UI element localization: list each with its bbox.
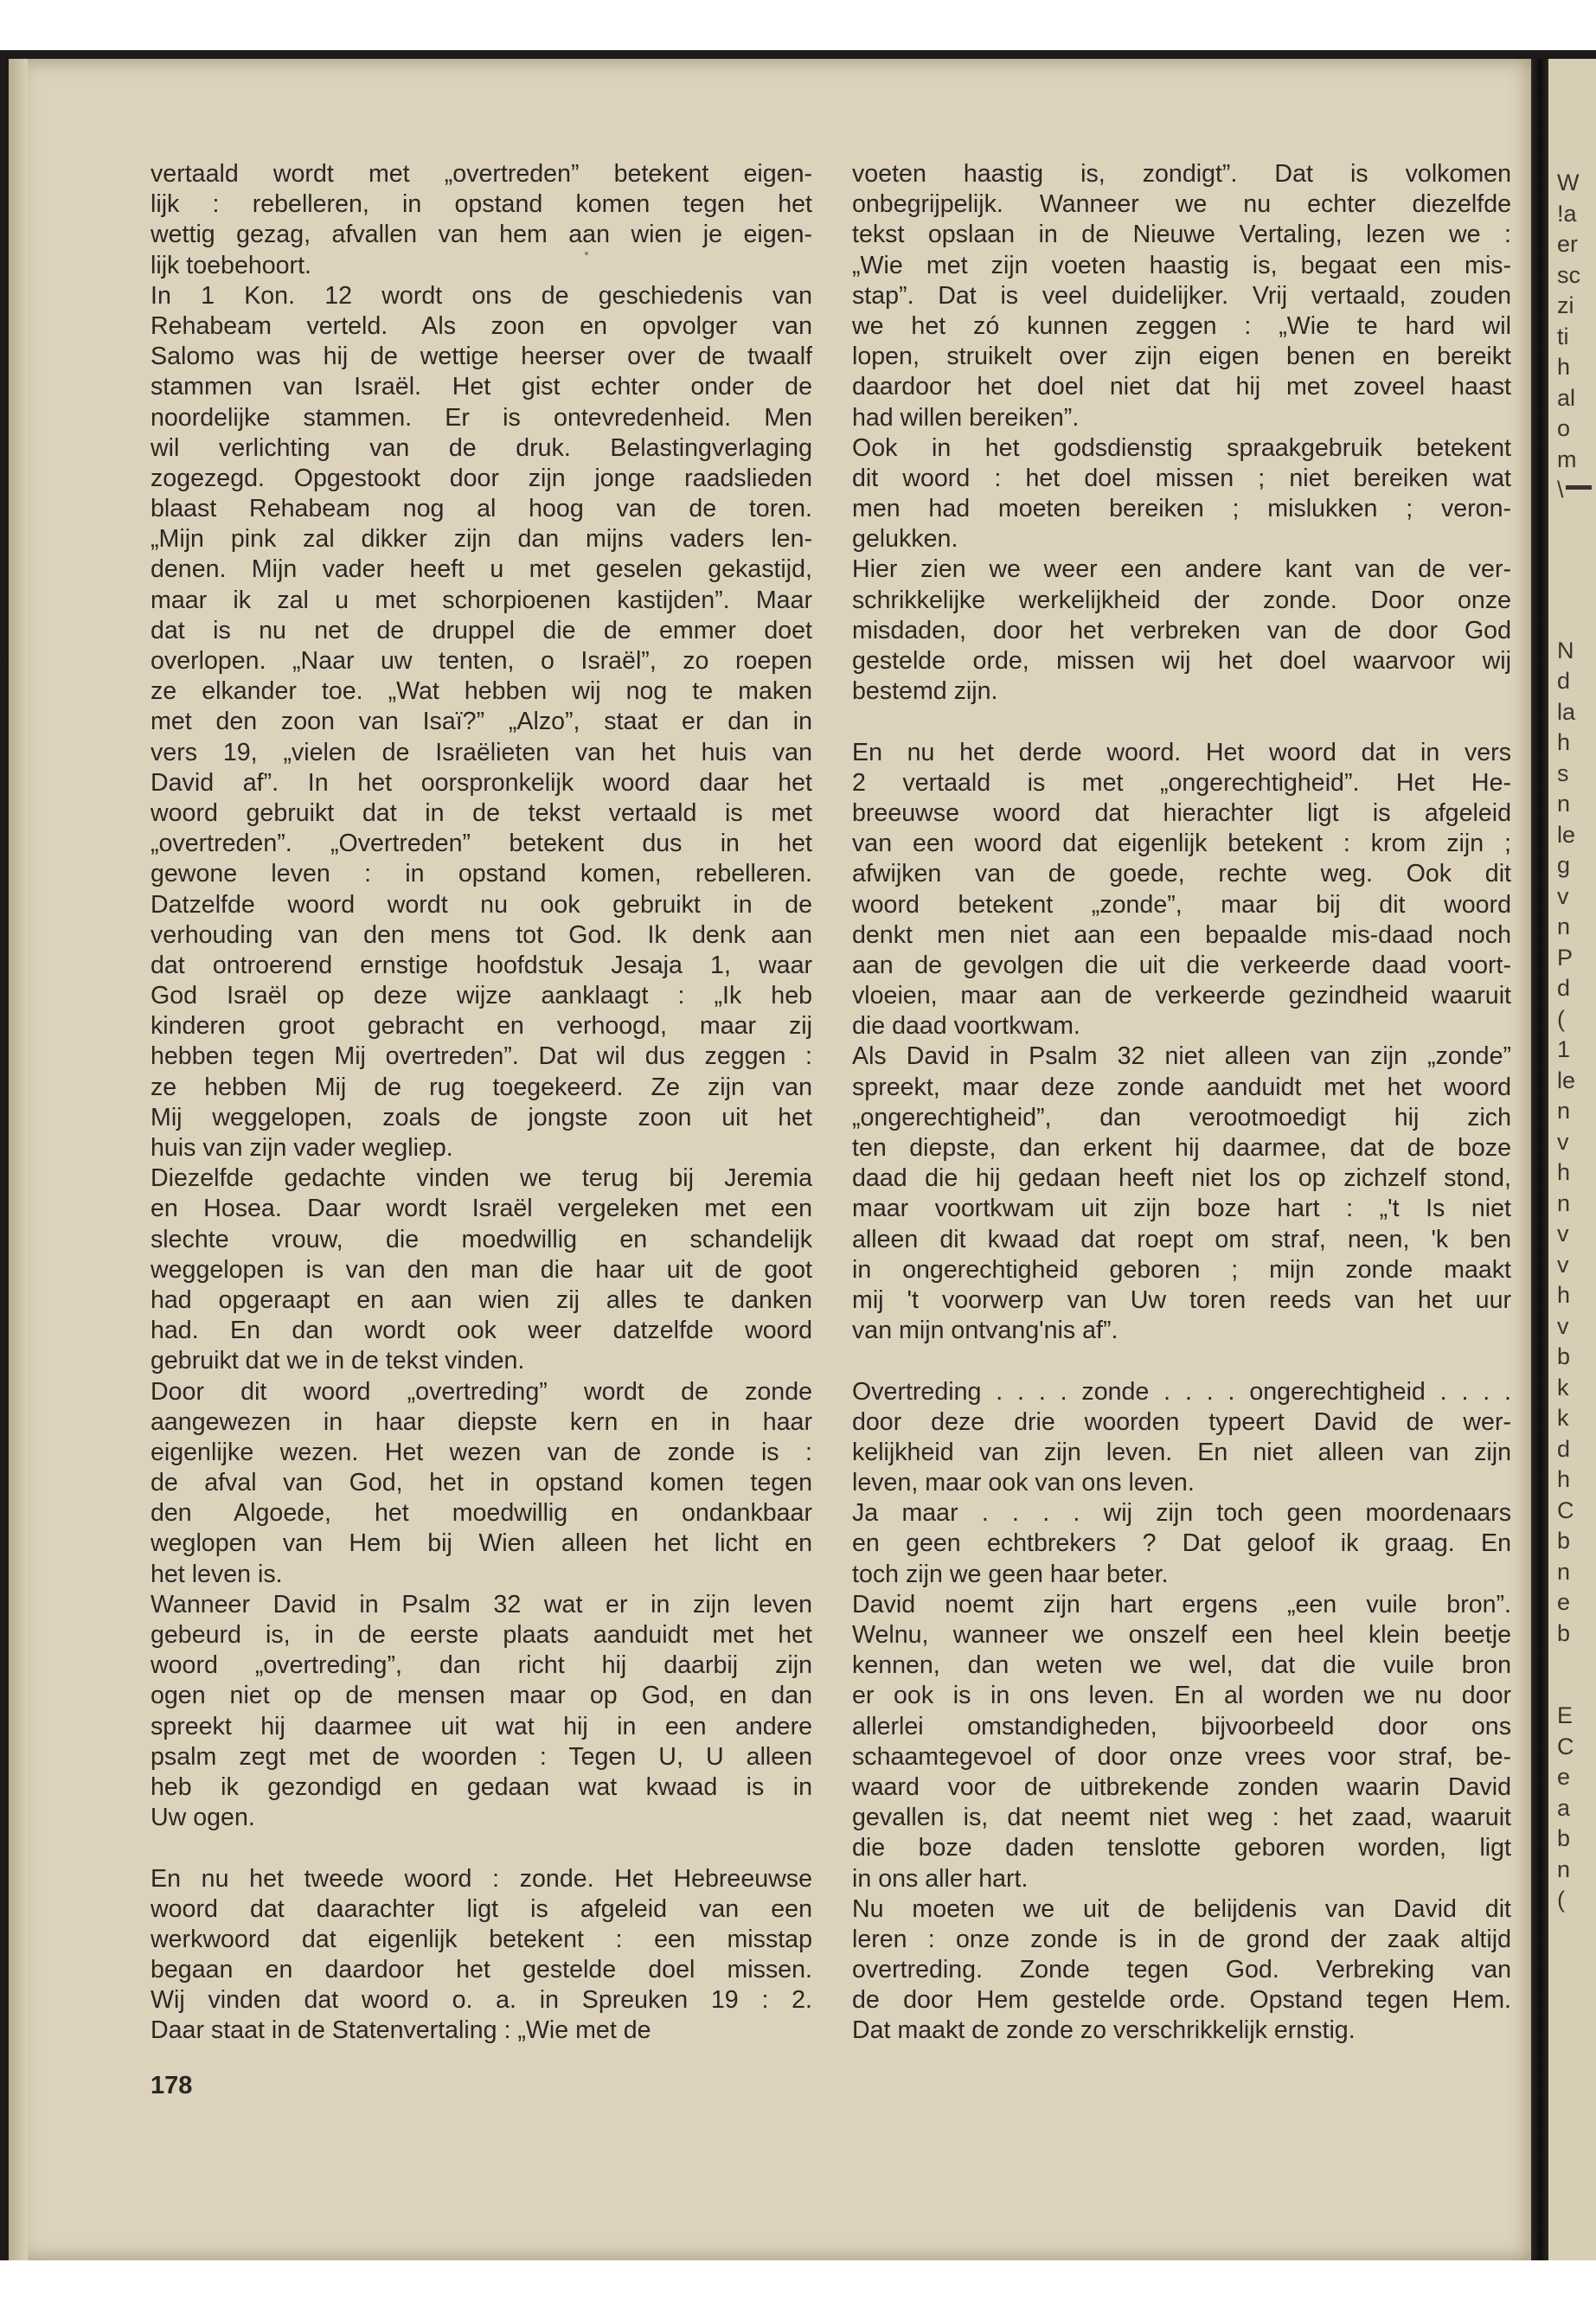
- text-line: schaamtegevoel of door onze vrees voor straf, be-: [852, 1742, 1511, 1771]
- text-line: [852, 707, 1511, 737]
- adjacent-page-fragment: k: [1557, 1405, 1569, 1431]
- text-line: die daad voortkwam.: [852, 1012, 1080, 1041]
- adjacent-page-fragment: C: [1557, 1497, 1574, 1523]
- text-line: [151, 1833, 812, 1863]
- text-line: noordelijke stammen. Er is ontevredenheid. Men: [151, 403, 812, 432]
- text-line: gebruikt dat we in de tekst vinden.: [151, 1347, 525, 1375]
- text-line: in ongerechtigheid geboren ; mijn zonde maakt: [852, 1255, 1511, 1284]
- text-line: Overtreding . . . . zonde . . . . ongerechtigheid . . . .: [852, 1377, 1511, 1406]
- text-line: Rehabeam verteld. Als zoon en opvolger van: [151, 311, 812, 340]
- text-line: ze elkander toe. „Wat hebben wij nog te maken: [151, 677, 812, 706]
- text-line: Hier zien we weer een andere kant van de ver-: [852, 555, 1511, 584]
- adjacent-page-fragment: v: [1557, 1312, 1569, 1339]
- adjacent-page-fragment: e: [1557, 1764, 1571, 1790]
- text-line: Wij vinden dat woord o. a. in Spreuken 19 : 2.: [151, 1986, 812, 2015]
- text-line: blaast Rehabeam nog al hoog van de toren.: [151, 495, 812, 523]
- text-line: woord betekent „zonde”, maar bij dit woord: [852, 890, 1511, 919]
- adjacent-page-fragment: E: [1557, 1702, 1574, 1728]
- text-line: begaan en daardoor het gestelde doel missen.: [151, 1956, 812, 1984]
- text-line: spreekt, maar deze zonde aanduidt met het woord: [852, 1073, 1511, 1101]
- text-line: in ons aller hart.: [852, 1864, 1029, 1893]
- text-line: overtreding. Zonde tegen God. Verbreking van: [852, 1956, 1511, 1984]
- adjacent-page-fragment: (: [1557, 1887, 1565, 1913]
- text-line: psalm zegt met de woorden : Tegen U, U alleen: [151, 1742, 812, 1771]
- text-line: het leven is.: [151, 1560, 283, 1588]
- adjacent-page-fragment: a: [1557, 1794, 1571, 1821]
- adjacent-page-fragment: (: [1557, 1005, 1565, 1032]
- text-line: werkwoord dat eigenlijk betekent : een misstap: [151, 1925, 812, 1953]
- adjacent-page-fragment: h: [1557, 354, 1571, 380]
- text-line: verhouding van den mens tot God. Ik denk aan: [151, 920, 812, 949]
- adjacent-page-fragment: W: [1557, 170, 1580, 195]
- right-text-column: [852, 159, 1511, 2047]
- text-line: leren : onze zonde is in de grond der zaak altijd: [852, 1925, 1511, 1953]
- adjacent-page-fragment: er: [1557, 231, 1579, 257]
- text-line: met den zoon van Isaï?” „Alzo”, staat er dan in: [151, 708, 812, 736]
- text-line: aan de gevolgen die uit die verkeerde daad voort-: [852, 951, 1511, 979]
- text-line: de afval van God, het in opstand komen tegen: [151, 1469, 812, 1497]
- text-line: had willen bereiken”.: [852, 403, 1080, 432]
- adjacent-page-fragment: h: [1557, 1159, 1571, 1185]
- text-line: weglopen van Hem bij Wien alleen het licht en: [151, 1529, 812, 1558]
- text-line: Dat maakt de zonde zo verschrikkelijk ernstig.: [852, 2016, 1356, 2045]
- text-line: gestelde orde, missen wij het doel waarvoor wij: [852, 647, 1511, 675]
- text-line: maar ik zal u met schorpioenen kastijden”. Maar: [151, 586, 812, 614]
- text-line: God Israël op deze wijze aanklaagt : „Ik heb: [151, 982, 812, 1010]
- text-line: leven, maar ook van ons leven.: [852, 1469, 1195, 1497]
- adjacent-page-fragment: d: [1557, 668, 1571, 694]
- text-line: woord dat daarachter ligt is afgeleid van een: [151, 1894, 812, 1923]
- text-line: denen. Mijn vader heeft u met geselen gekastijd,: [151, 555, 812, 584]
- text-line: huis van zijn vader wegliep.: [151, 1134, 453, 1162]
- text-line: bestemd zijn.: [852, 677, 998, 706]
- text-line: eigenlijke wezen. Het wezen van de zonde is :: [151, 1438, 812, 1466]
- text-line: heb ik gezondigd en gedaan wat kwaad is in: [151, 1772, 812, 1801]
- adjacent-page-fragment: g: [1557, 852, 1571, 878]
- text-line: vertaald wordt met „overtreden” betekent eigen-: [151, 160, 812, 188]
- adjacent-page-fragment: b: [1557, 1528, 1571, 1554]
- text-line: zogezegd. Opgestookt door zijn jonge raadslieden: [151, 464, 812, 492]
- adjacent-page-fragment: la: [1557, 698, 1576, 725]
- adjacent-page-fragment: v: [1557, 1251, 1569, 1278]
- text-line: wil verlichting van de druk. Belastingverlaging: [151, 433, 812, 462]
- text-line: schrikkelijke werkelijkheid der zonde. Door onze: [852, 586, 1511, 614]
- text-line: 2 vertaald is met „ongerechtigheid”. Het He-: [852, 768, 1511, 797]
- text-line: woord „overtreding”, dan richt hij daarbij zijn: [151, 1651, 812, 1680]
- adjacent-page-edge: [1548, 59, 1596, 2260]
- text-line: David af”. In het oorspronkelijk woord daar het: [151, 768, 812, 797]
- text-line: had opgeraapt en aan wien zij alles te danken: [151, 1285, 812, 1314]
- text-line: stap”. Dat is veel duidelijker. Vrij vertaald, zouden: [852, 281, 1511, 310]
- text-line: toch zijn we geen haar beter.: [852, 1560, 1169, 1588]
- text-line: Ook in het godsdienstig spraakgebruik betekent: [852, 433, 1511, 462]
- text-line: had. En dan wordt ook weer datzelfde woord: [151, 1317, 812, 1345]
- text-line: die boze daden tenslotte geboren worden, ligt: [852, 1834, 1511, 1862]
- adjacent-page-fragment: n: [1557, 1856, 1571, 1882]
- text-line: En nu het tweede woord : zonde. Het Hebreeuwse: [151, 1864, 812, 1893]
- adjacent-page-fragment: n: [1557, 791, 1571, 817]
- adjacent-page-fragment: b: [1557, 1619, 1571, 1646]
- adjacent-page-fragment: !a: [1557, 200, 1577, 227]
- adjacent-page-fragment: 1: [1557, 1036, 1571, 1062]
- text-line: daardoor het doel niet dat hij met zoveel haast: [852, 373, 1511, 401]
- adjacent-page-fragment: h: [1557, 1466, 1571, 1492]
- rule-mark: [1566, 485, 1592, 490]
- adjacent-page-fragment: C: [1557, 1733, 1574, 1759]
- page-edge: [9, 59, 28, 2260]
- text-line: alleen dit kwaad dat roept om straf, neen, 'k ben: [852, 1225, 1511, 1253]
- adjacent-page-fragment: le: [1557, 1067, 1576, 1093]
- text-line: David noemt zijn hart ergens „een vuile bron”.: [852, 1590, 1511, 1618]
- text-line: wettig gezag, afvallen van hem aan wien je eigen-: [151, 221, 812, 249]
- text-line: dat ontroerend ernstige hoofdstuk Jesaja 1, waar: [151, 951, 812, 979]
- adjacent-page-fragment: v: [1557, 1221, 1569, 1247]
- text-line: aangewezen in haar diepste kern en in haar: [151, 1407, 812, 1436]
- text-line: we het zó kunnen zeggen : „Wie te hard wil: [852, 311, 1511, 340]
- text-line: Diezelfde gedachte vinden we terug bij Jeremia: [151, 1164, 812, 1193]
- text-line: ze hebben Mij de rug toegekeerd. Ze zijn van: [151, 1073, 812, 1101]
- adjacent-page-fragment: e: [1557, 1589, 1571, 1615]
- text-line: er ook is in ons leven. En al worden we nu door: [852, 1682, 1511, 1710]
- left-text-column: [151, 159, 812, 2047]
- text-line: waard voor de uitbrekende zonden waarin David: [852, 1772, 1511, 1801]
- text-line: kennen, dan weten we wel, dat die vuile bron: [852, 1651, 1511, 1680]
- adjacent-page-fragment: h: [1557, 729, 1571, 755]
- text-line: gewone leven : in opstand komen, rebelleren.: [151, 860, 812, 888]
- text-line: Wanneer David in Psalm 32 wat er in zijn leven: [151, 1590, 812, 1618]
- text-line: lijk toebehoort.: [151, 251, 311, 279]
- text-line: „ongerechtigheid”, dan verootmoedigt hij zich: [852, 1103, 1511, 1131]
- text-line: lijk : rebelleren, in opstand komen tegen het: [151, 190, 812, 219]
- page-number: 178: [151, 2072, 193, 2099]
- text-line: Als David in Psalm 32 niet alleen van zijn „zonde”: [852, 1042, 1511, 1071]
- text-line: breeuwse woord dat hierachter ligt is afgeleid: [852, 798, 1511, 827]
- text-line: en geen echtbrekers ? Dat geloof ik graag. En: [852, 1529, 1511, 1558]
- text-line: dit woord : het doel missen ; niet bereiken wat: [852, 464, 1511, 492]
- text-line: kelijkheid van zijn leven. En niet alleen van zijn: [852, 1438, 1511, 1466]
- text-line: gelukken.: [852, 525, 958, 554]
- adjacent-page-fragment: N: [1557, 637, 1574, 663]
- adjacent-page-fragment: b: [1557, 1825, 1571, 1851]
- text-line: Ja maar . . . . wij zijn toch geen moordenaars: [852, 1499, 1511, 1528]
- text-line: tekst opslaan in de Nieuwe Vertaling, lezen we :: [852, 221, 1511, 249]
- text-line: door deze drie woorden typeert David de wer-: [852, 1407, 1511, 1436]
- text-line: van mijn ontvang'nis af”.: [852, 1317, 1118, 1345]
- text-line: Welnu, wanneer we onszelf een heel klein beetje: [852, 1621, 1511, 1649]
- adjacent-page-fragment: v: [1557, 1128, 1569, 1155]
- text-line: weggelopen is van den man die haar uit de goot: [151, 1255, 812, 1284]
- text-line: maar voortkwam uit zijn boze hart : „'t Is niet: [852, 1195, 1511, 1223]
- text-line: Datzelfde woord wordt nu ook gebruikt in de: [151, 890, 812, 919]
- text-line: gevallen is, dat neemt niet weg : het zaad, waaruit: [852, 1804, 1511, 1832]
- text-line: Door dit woord „overtreding” wordt de zonde: [151, 1377, 812, 1406]
- text-line: vers 19, „vielen de Israëlieten van het huis van: [151, 738, 812, 766]
- text-line: ogen niet op de mensen maar op God, en dan: [151, 1682, 812, 1710]
- adjacent-page-fragment: ti: [1557, 323, 1569, 349]
- text-line: Uw ogen.: [151, 1804, 255, 1832]
- text-line: vloeien, maar aan de verkeerde gezindheid waaruit: [852, 982, 1511, 1010]
- text-line: mij 't voorwerp van Uw toren reeds van het uur: [852, 1285, 1511, 1314]
- text-line: lopen, struikelt over zijn eigen benen en bereikt: [852, 343, 1511, 371]
- text-line: [852, 1346, 1511, 1376]
- text-line: gebeurd is, in de eerste plaats aanduidt met het: [151, 1621, 812, 1649]
- text-line: „Mijn pink zal dikker zijn dan mijns vaders len-: [151, 525, 812, 554]
- text-line: de door Hem gestelde orde. Opstand tegen Hem.: [852, 1986, 1511, 2015]
- text-line: „Wie met zijn voeten haastig is, begaat een mis-: [852, 251, 1511, 279]
- text-line: denkt men niet aan een bepaalde mis-daad noch: [852, 920, 1511, 949]
- adjacent-page-fragment: P: [1557, 944, 1574, 971]
- adjacent-page-fragment: n: [1557, 913, 1571, 939]
- adjacent-page-fragment: n: [1557, 1098, 1571, 1124]
- text-line: voeten haastig is, zondigt”. Dat is volkomen: [852, 160, 1511, 188]
- text-line: slechte vrouw, die moedwillig en schandelijk: [151, 1225, 812, 1253]
- text-line: onbegrijpelijk. Wanneer we nu echter diezelfde: [852, 190, 1511, 219]
- adjacent-page-fragment: sc: [1557, 261, 1580, 288]
- adjacent-page-fragment: zi: [1557, 292, 1574, 318]
- text-line: overlopen. „Naar uw tenten, o Israël”, zo roepen: [151, 647, 812, 675]
- text-line: van een woord dat eigenlijk betekent : krom zijn ;: [852, 830, 1511, 858]
- text-line: daad die hij gedaan heeft niet los op zichzelf stond,: [852, 1164, 1511, 1193]
- adjacent-page-fragment: m: [1557, 445, 1577, 472]
- book-gutter: [1531, 59, 1548, 2260]
- adjacent-page-fragment: n: [1557, 1558, 1571, 1585]
- adjacent-page-fragment: \: [1557, 477, 1564, 503]
- text-line: men had moeten bereiken ; mislukken ; veron-: [852, 495, 1511, 523]
- text-line: dat is nu net de druppel die de emmer doet: [151, 616, 812, 644]
- adjacent-page-fragment: d: [1557, 1435, 1571, 1462]
- adjacent-page-fragment: le: [1557, 821, 1576, 848]
- text-line: hebben tegen Mij overtreden”. Dat wil dus zeggen :: [151, 1042, 812, 1071]
- text-line: Salomo was hij de wettige heerser over de twaalf: [151, 343, 812, 371]
- text-line: en Hosea. Daar wordt Israël vergeleken met een: [151, 1195, 812, 1223]
- text-line: „overtreden”. „Overtreden” betekent dus in het: [151, 830, 812, 858]
- text-line: den Algoede, het moedwillig en ondankbaar: [151, 1499, 812, 1528]
- adjacent-page-fragment: al: [1557, 384, 1576, 411]
- text-line: spreekt hij daarmee uit wat hij in een andere: [151, 1712, 812, 1740]
- text-line: allerlei omstandigheden, bijvoorbeeld door ons: [852, 1712, 1511, 1740]
- text-line: Mij weggelopen, zoals de jongste zoon uit het: [151, 1103, 812, 1131]
- text-line: misdaden, door het verbreken van de door God: [852, 616, 1511, 644]
- text-line: In 1 Kon. 12 wordt ons de geschiedenis van: [151, 281, 812, 310]
- text-line: stammen van Israël. Het gist echter onder de: [151, 373, 812, 401]
- adjacent-page-fragment: h: [1557, 1282, 1571, 1308]
- adjacent-page-fragment: n: [1557, 1189, 1571, 1216]
- adjacent-page-fragment: k: [1557, 1374, 1569, 1400]
- text-line: Daar staat in de Statenvertaling : „Wie met de: [151, 2016, 651, 2045]
- text-line: Nu moeten we uit de belijdenis van David dit: [852, 1894, 1511, 1923]
- text-line: woord gebruikt dat in de tekst vertaald is met: [151, 798, 812, 827]
- adjacent-page-fragment: v: [1557, 882, 1569, 909]
- text-line: afwijken van de goede, rechte weg. Ook dit: [852, 860, 1511, 888]
- adjacent-page-fragment: d: [1557, 975, 1571, 1001]
- adjacent-page-fragment: b: [1557, 1343, 1571, 1369]
- adjacent-page-fragment: s: [1557, 760, 1569, 786]
- text-line: kinderen groot gebracht en verhoogd, maar zij: [151, 1012, 812, 1041]
- text-line: En nu het derde woord. Het woord dat in vers: [852, 738, 1511, 766]
- adjacent-page-fragment: o: [1557, 415, 1571, 441]
- text-line: ten diepste, dan erkent hij daarmee, dat de boze: [852, 1134, 1511, 1162]
